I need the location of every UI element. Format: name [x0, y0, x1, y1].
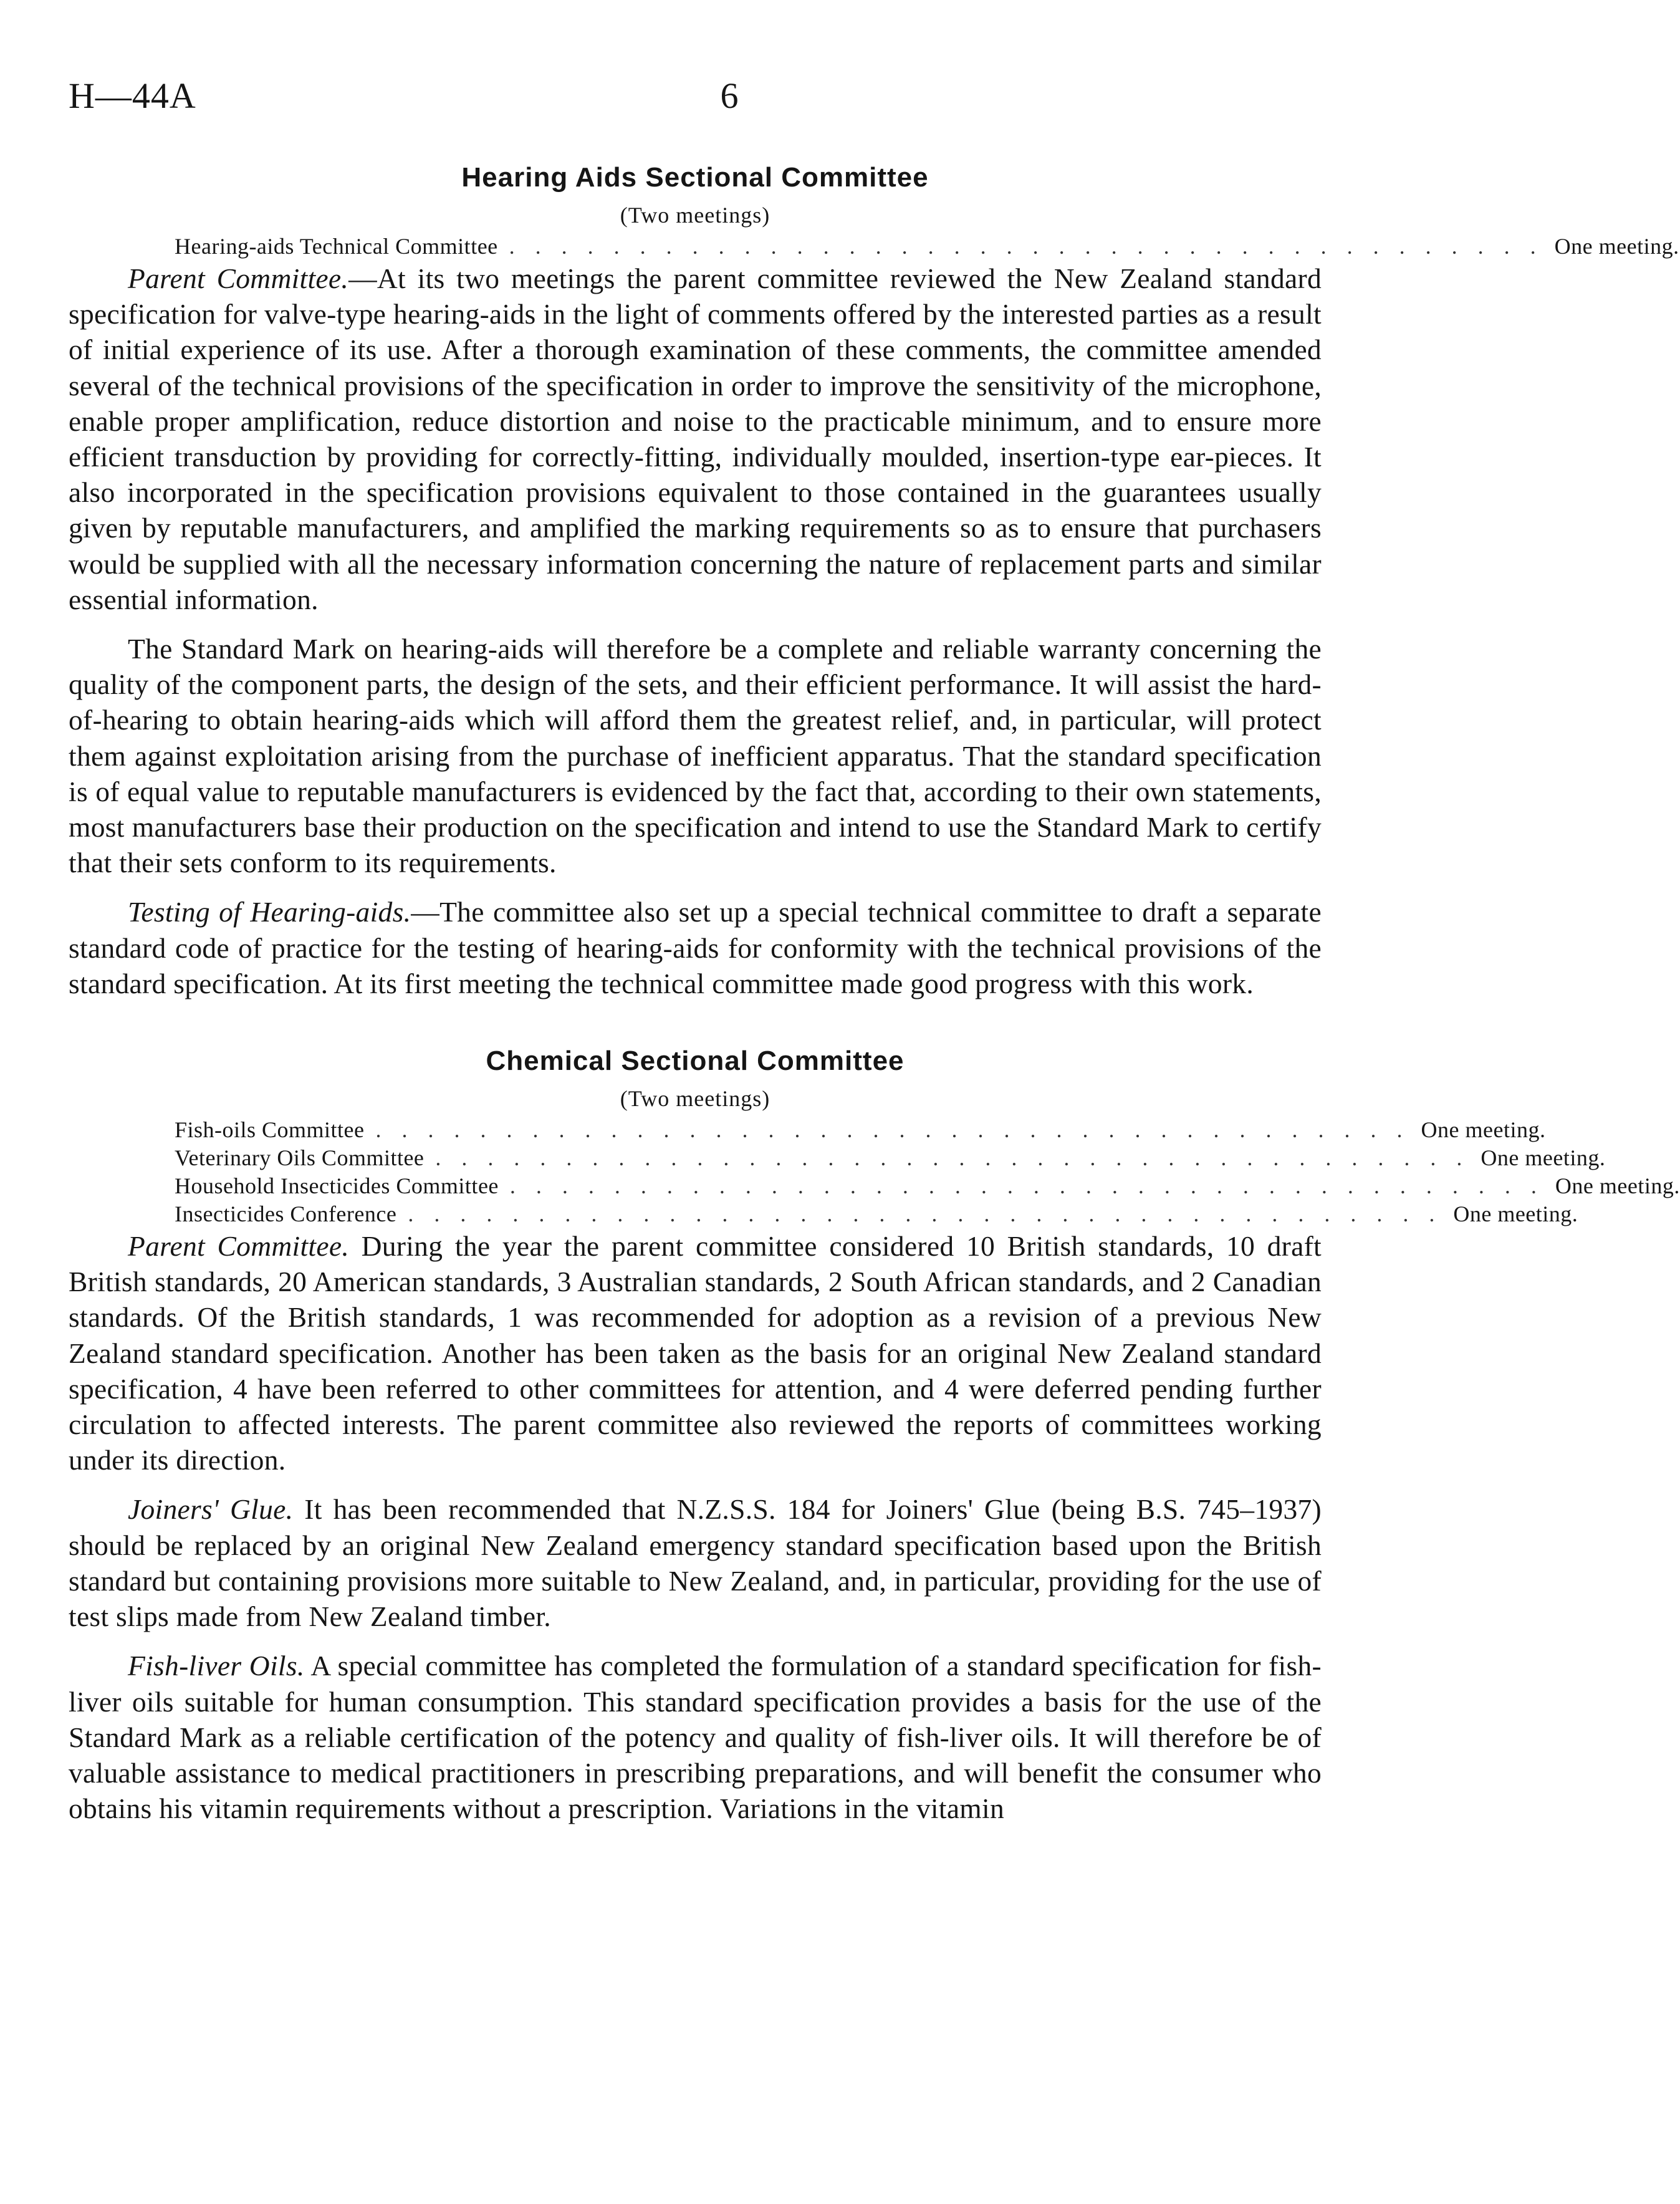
subcommittee-row: [175, 1172, 1680, 1200]
chemical-section: [69, 1042, 1680, 1826]
subcommittee-name: Insecticides Conference: [175, 1201, 397, 1227]
paragraph-text: It has been recommended that N.Z.S.S. 184 for Joiners' Glue (being B.S. 745–1937) should be replaced by an original New Zealand emergency standard specification based upon the British standard but containing provisions more suitable to New Zealand, and, in particular, providing for the use of test slips made from New Zealand timber.: [69, 1493, 1322, 1633]
subcommittee-list: [175, 233, 1679, 261]
document-reference: H—44A: [69, 75, 196, 116]
subcommittee-row: [175, 233, 1679, 261]
section-title-hearing-aids: Hearing Aids Sectional Committee: [461, 162, 929, 193]
paragraph-text: The Standard Mark on hearing-aids will therefore be a complete and reliable warranty concerning the quality of the component parts, the design of the sets, and their efficient performance. It will assist the hard-of-hearing to obtain hearing-aids which will afford them the greatest relief, and, in particular, will protect them against exploitation arising from the purchase of inefficient apparatus. That the standard specification is of equal value to reputable manufacturers is evidenced by the fact that, according to their own statements, most manufacturers base their production on the specification and intend to use the Standard Mark to certify that their sets conform to its requirements.: [69, 633, 1322, 879]
subcommittee-name: Veterinary Oils Committee: [175, 1145, 425, 1171]
page-content: [69, 159, 1680, 1826]
meetings-note: (Two meetings): [620, 1086, 770, 1112]
subcommittee-meeting-count: One meeting.: [1421, 1117, 1546, 1143]
subcommittee-meeting-count: One meeting.: [1555, 1173, 1680, 1199]
leader-dots: . . . . . . . . . . . . . . . . . . . . . . . . . . . . . . . . . . . . . . . .: [375, 1117, 1410, 1143]
hearing-aids-section: [69, 159, 1679, 1001]
subcommittee-list: [175, 1116, 1680, 1228]
subcommittee-row: [175, 1200, 1578, 1228]
subcommittee-name: Hearing-aids Technical Committee: [175, 234, 498, 259]
paragraph-standard-mark: [69, 631, 1322, 880]
paragraph-text: —At its two meetings the parent committee reviewed the New Zealand standard specification for valve-type hearing-aids in the light of comments offered by the interested parties as a result of initial experience of its use. After a thorough examination of these comments, the committee amended several of the technical provisions of the specification in order to improve the sensitivity of the microphone, enable proper amplification, reduce distortion and noise to the practicable minimum, and to ensure more efficient transduction by providing for correctly-fitting, individually moulded, insertion-type ear-pieces. It also incorporated in the specification provisions equivalent to those contained in the guarantees usually given by reputable manufacturers, and amplified the marking requirements so as to ensure that purchasers would be supplied with all the necessary information concerning the nature of replacement parts and similar essential information.: [69, 262, 1322, 615]
subcommittee-row: [175, 1116, 1546, 1144]
paragraph-text: —The committee also set up a special technical committee to draft a separate standard code of practice for the testing of hearing-aids for conformity with the technical provisions of the standard specification. At its first meeting the technical committee made good progress with this work.: [69, 896, 1322, 999]
subcommittee-name: Household Insecticides Committee: [175, 1173, 499, 1199]
subcommittee-meeting-count: One meeting.: [1481, 1145, 1606, 1171]
paragraph-parent-committee: [69, 261, 1322, 617]
run-in-heading: Parent Committee.: [128, 262, 349, 294]
subcommittee-meeting-count: One meeting.: [1453, 1201, 1578, 1227]
section-spacer: [69, 1001, 1322, 1042]
paragraph-parent-committee: [69, 1228, 1322, 1478]
leader-dots: . . . . . . . . . . . . . . . . . . . . . . . . . . . . . . . . . . . . . . . .: [509, 234, 1543, 259]
leader-dots: . . . . . . . . . . . . . . . . . . . . . . . . . . . . . . . . . . . . . . . .: [509, 1173, 1544, 1199]
run-in-heading: Joiners' Glue.: [128, 1493, 294, 1526]
section-title-chemical: Chemical Sectional Committee: [486, 1046, 905, 1077]
leader-dots: . . . . . . . . . . . . . . . . . . . . . . . . . . . . . . . . . . . . . . . .: [435, 1145, 1470, 1171]
run-in-heading: Fish-liver Oils.: [128, 1650, 305, 1682]
run-in-heading: Parent Committee.: [128, 1230, 350, 1263]
paragraph-testing: [69, 894, 1322, 1001]
leader-dots: . . . . . . . . . . . . . . . . . . . . . . . . . . . . . . . . . . . . . . . .: [408, 1201, 1442, 1227]
subcommittee-row: [175, 1144, 1606, 1172]
page-number: 6: [720, 75, 739, 116]
running-head: [69, 75, 1322, 125]
meetings-note: (Two meetings): [620, 203, 770, 228]
subcommittee-name: Fish-oils Committee: [175, 1117, 365, 1143]
paragraph-text: A special committee has completed the formulation of a standard specification for fish-liver oils suitable for human consumption. This standard specification provides a basis for the use of the Standard Mark as a reliable certification of the potency and quality of fish-liver oils. It will therefore be of valuable assistance to medical practitioners in prescribing preparations, and will benefit the consumer who obtains his vitamin requirements without a prescription. Variations in the vitamin: [69, 1650, 1322, 1825]
paragraph-fish-liver-oils: [69, 1648, 1322, 1826]
subcommittee-meeting-count: One meeting.: [1554, 234, 1679, 259]
paragraph-text: During the year the parent committee considered 10 British standards, 10 draft British standards, 20 American standards, 3 Australian standards, 2 South African standards, and 2 Canadian standards. Of the British standards, 1 was recommended for adoption as a revision of a previous New Zealand standard specification. Another has been taken as the basis for an original New Zealand standard specification, 4 have been referred to other committees for attention, and 4 were deferred pending further circulation to affected interests. The parent committee also reviewed the reports of committees working under its direction.: [69, 1230, 1322, 1476]
run-in-heading: Testing of Hearing-aids.: [128, 896, 411, 928]
paragraph-joiners-glue: [69, 1491, 1322, 1634]
